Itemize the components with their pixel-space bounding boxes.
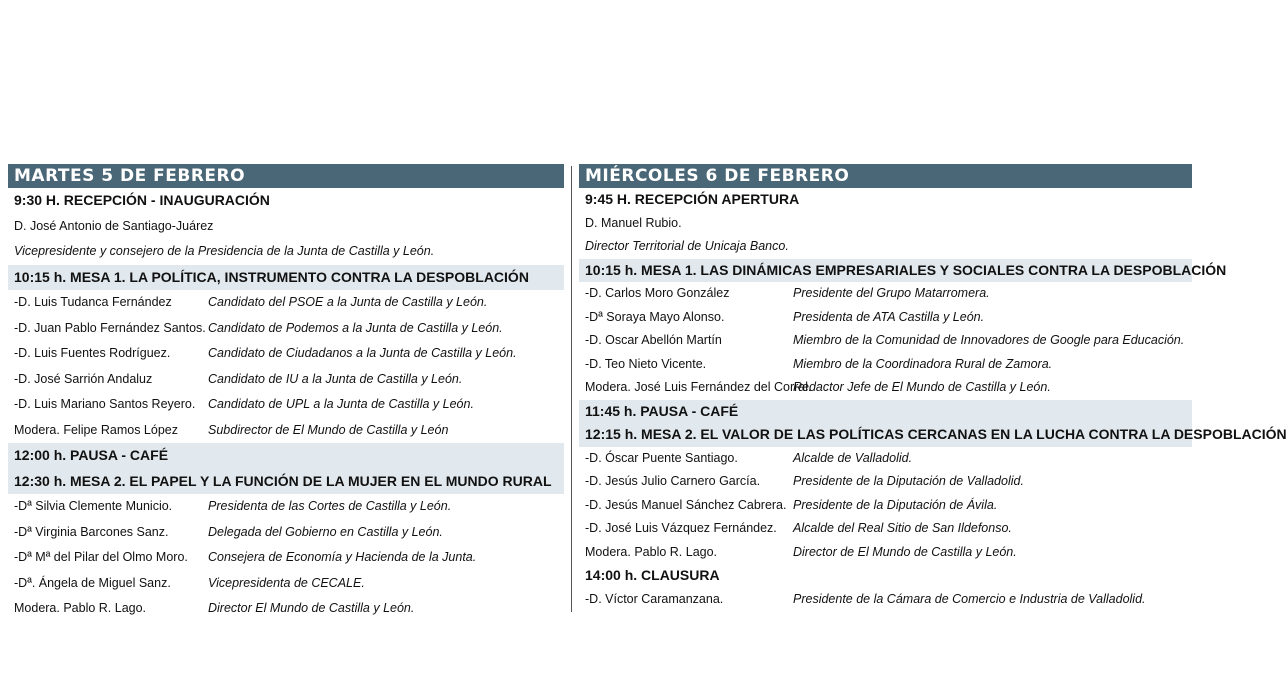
- moderator-name: Modera. José Luis Fernández del Corral.: [585, 380, 812, 394]
- moderator-name: Modera. Felipe Ramos López: [14, 422, 178, 437]
- speaker-row: [8, 290, 564, 316]
- moderator-row: [579, 376, 1192, 400]
- moderator-row: [579, 541, 1192, 565]
- speaker-role: Presidente de la Cámara de Comercio e Industria de Valladolid.: [793, 591, 1146, 606]
- speaker-name: -D. Teo Nieto Vicente.: [585, 356, 707, 371]
- opener-name: D. Manuel Rubio.: [585, 215, 682, 230]
- session-heading: 12:30 h. MESA 2. EL PAPEL Y LA FUNCIÓN DE LA MUJER EN EL MUNDO RURAL: [8, 469, 564, 495]
- speaker-row: [579, 494, 1192, 518]
- speaker-row: [8, 316, 564, 342]
- speaker-name: -Dª Silvia Clemente Municio.: [14, 499, 173, 513]
- speaker-role: Presidenta de las Cortes de Castilla y León.: [208, 499, 452, 513]
- speaker-name: -D. Luis Fuentes Rodríguez.: [14, 346, 171, 360]
- speaker-row: [579, 447, 1192, 471]
- speaker-row: [8, 392, 564, 418]
- speaker-role: Presidente de la Diputación de Valladolid.: [793, 474, 1024, 488]
- column-divider: [571, 166, 572, 612]
- speaker-role: Miembro de la Coordinadora Rural de Zamora.: [793, 356, 1053, 371]
- break-heading: 12:00 h. PAUSA - CAFÉ: [8, 443, 564, 469]
- moderator-row: [8, 596, 564, 622]
- speaker-name: -D. Luis Mariano Santos Reyero.: [14, 397, 196, 411]
- speaker-role: Candidato de IU a la Junta de Castilla y León.: [208, 371, 463, 386]
- speaker-name: -D. Jesús Julio Carnero García.: [585, 474, 761, 488]
- speaker-role: Presidenta de ATA Castilla y León.: [793, 309, 985, 324]
- speaker-name: -Dª Soraya Mayo Alonso.: [585, 309, 725, 324]
- moderator-name: Modera. Pablo R. Lago.: [585, 544, 718, 559]
- speaker-row: [579, 329, 1192, 353]
- speaker-name: -D. Carlos Moro González: [585, 286, 730, 300]
- speaker-name: -D. José Luis Vázquez Fernández.: [585, 521, 777, 535]
- speaker-role: Candidato de UPL a la Junta de Castilla y León.: [208, 397, 474, 411]
- session-heading: 12:15 h. MESA 2. EL VALOR DE LAS POLÍTICAS CERCANAS EN LA LUCHA CONTRA LA DESPOBLACIÓN: [579, 423, 1192, 447]
- speaker-name: -Dª Mª del Pilar del Olmo Moro.: [14, 550, 188, 564]
- reception-heading: 9:30 H. RECEPCIÓN - INAUGURACIÓN: [14, 192, 270, 208]
- speaker-role: Alcalde de Valladolid.: [793, 450, 913, 465]
- speaker-name: -Dª. Ángela de Miguel Sanz.: [14, 575, 171, 590]
- speaker-role: Presidente del Grupo Matarromera.: [793, 286, 990, 300]
- speaker-row: [579, 306, 1192, 330]
- speaker-name: -D. Jesús Manuel Sánchez Cabrera.: [585, 497, 787, 512]
- speaker-name: -D. Luis Tudanca Fernández: [14, 295, 172, 309]
- speaker-role: Miembro de la Comunidad de Innovadores de Google para Educación.: [793, 333, 1185, 347]
- session-heading: 10:15 h. MESA 1. LA POLÍTICA, INSTRUMENTO CONTRA LA DESPOBLACIÓN: [8, 265, 564, 291]
- speaker-name: -D. Juan Pablo Fernández Santos.: [14, 320, 206, 335]
- day-header: MARTES 5 DE FEBRERO: [8, 164, 564, 188]
- speaker-row: [8, 545, 564, 571]
- opener-name: D. José Antonio de Santiago-Juárez: [14, 218, 214, 233]
- day-column-tuesday: [8, 164, 564, 622]
- speaker-name: -D. Óscar Puente Santiago.: [585, 450, 738, 465]
- speaker-name: -D. Oscar Abellón Martín: [585, 333, 722, 347]
- speaker-name: -D. Víctor Caramanzana.: [585, 591, 724, 606]
- speaker-row: [579, 470, 1192, 494]
- reception-heading: 9:45 H. RECEPCIÓN APERTURA: [585, 191, 800, 207]
- day-header: MIÉRCOLES 6 DE FEBRERO: [579, 164, 1192, 188]
- closing-heading: 14:00 h. CLAUSURA: [585, 567, 720, 583]
- speaker-row: [579, 282, 1192, 306]
- speaker-row: [8, 367, 564, 393]
- session-heading: 10:15 h. MESA 1. LAS DINÁMICAS EMPRESARIALES Y SOCIALES CONTRA LA DESPOBLACIÓN: [579, 259, 1192, 283]
- speaker-row: [8, 494, 564, 520]
- speaker-row: [579, 588, 1192, 612]
- speaker-role: Alcalde del Real Sitio de San Ildefonso.: [793, 521, 1012, 535]
- day-column-wednesday: [579, 164, 1287, 611]
- speaker-row: [8, 341, 564, 367]
- speaker-row: [8, 520, 564, 546]
- speaker-row: [579, 517, 1192, 541]
- speaker-role: Candidato del PSOE a la Junta de Castilla y León.: [208, 295, 488, 309]
- speaker-name: -D. José Sarrión Andaluz: [14, 371, 153, 386]
- moderator-row: [8, 418, 564, 444]
- speaker-row: [8, 571, 564, 597]
- break-heading: 11:45 h. PAUSA - CAFÉ: [579, 400, 1192, 424]
- speaker-row: [579, 353, 1192, 377]
- opener-role: Director Territorial de Unicaja Banco.: [585, 239, 789, 253]
- moderator-role: Redactor Jefe de El Mundo de Castilla y León.: [793, 380, 1051, 394]
- speaker-role: Candidato de Ciudadanos a la Junta de Castilla y León.: [208, 346, 517, 360]
- speaker-role: Vicepresidenta de CECALE.: [208, 575, 365, 590]
- opener-role: Vicepresidente y consejero de la Presidencia de la Junta de Castilla y León.: [14, 244, 435, 258]
- moderator-name: Modera. Pablo R. Lago.: [14, 601, 147, 615]
- moderator-role: Director de El Mundo de Castilla y León.: [793, 544, 1017, 559]
- moderator-role: Subdirector de El Mundo de Castilla y León: [208, 422, 449, 437]
- speaker-role: Candidato de Podemos a la Junta de Castilla y León.: [208, 320, 503, 335]
- speaker-role: Consejera de Economía y Hacienda de la Junta.: [208, 550, 477, 564]
- speaker-name: -Dª Virginia Barcones Sanz.: [14, 524, 169, 539]
- speaker-role: Delegada del Gobierno en Castilla y León.: [208, 524, 443, 539]
- speaker-role: Presidente de la Diputación de Ávila.: [793, 497, 998, 512]
- moderator-role: Director El Mundo de Castilla y León.: [208, 601, 415, 615]
